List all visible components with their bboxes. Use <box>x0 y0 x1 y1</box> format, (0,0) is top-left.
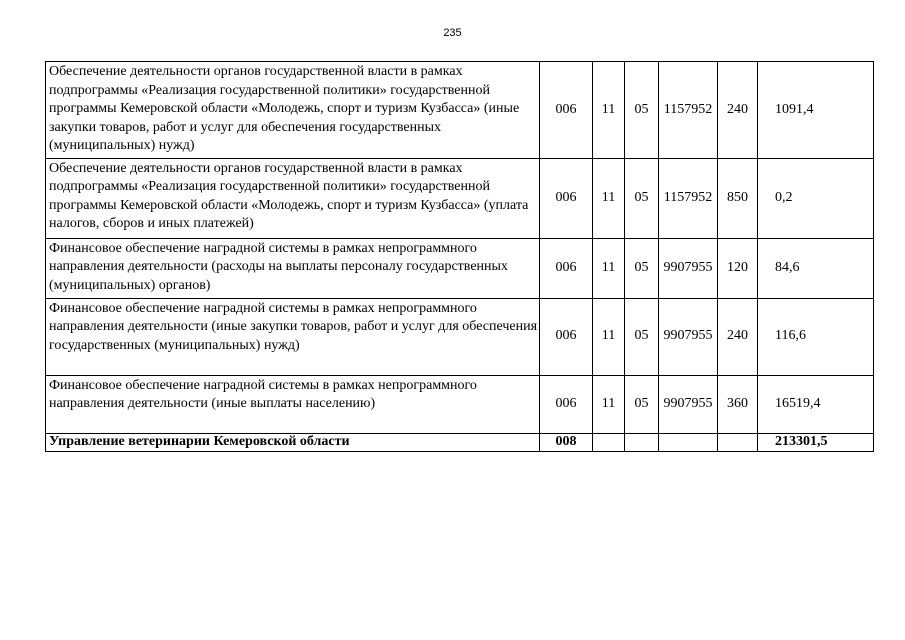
expense-type-code: 360 <box>718 375 758 433</box>
section-code: 11 <box>593 298 625 375</box>
amount-value: 0,2 <box>758 158 874 238</box>
subsection-code: 05 <box>625 238 659 298</box>
section-code: 11 <box>593 375 625 433</box>
section-code: 11 <box>593 238 625 298</box>
total-row <box>46 433 874 451</box>
ministry-code: 006 <box>540 238 593 298</box>
subsection-code: 05 <box>625 298 659 375</box>
row-description: Финансовое обеспечение наградной системы в рамках непрограммного направления деятельности (расходы на выплаты персоналу государственных (муниципальных) органов) <box>46 238 540 298</box>
amount-value: 84,6 <box>758 238 874 298</box>
ministry-code: 006 <box>540 375 593 433</box>
ministry-code: 006 <box>540 158 593 238</box>
target-item-code: 1157952 <box>659 62 718 159</box>
table-row <box>46 62 874 159</box>
target-item-code: 9907955 <box>659 298 718 375</box>
ministry-code: 006 <box>540 298 593 375</box>
expense-type-code: 850 <box>718 158 758 238</box>
amount-value: 1091,4 <box>758 62 874 159</box>
row-description: Обеспечение деятельности органов государственной власти в рамках подпрограммы «Реализация государственной политики» государственной программы Кемеровской области «Молодежь, спорт и туризм Кузбасса» (иные закупки товаров, работ и услуг для обеспечения государственных (муниципальных) нужд) <box>46 62 540 159</box>
target-item-code: 9907955 <box>659 375 718 433</box>
expense-type-code: 240 <box>718 298 758 375</box>
table-row <box>46 238 874 298</box>
total-target-item-code <box>659 433 718 451</box>
section-code: 11 <box>593 62 625 159</box>
table-row <box>46 375 874 433</box>
total-description: Управление ветеринарии Кемеровской области <box>46 433 540 451</box>
total-section-code <box>593 433 625 451</box>
target-item-code: 9907955 <box>659 238 718 298</box>
row-description: Финансовое обеспечение наградной системы в рамках непрограммного направления деятельности (иные закупки товаров, работ и услуг для обеспечения государственных (муниципальных) нужд) <box>46 298 540 375</box>
section-code: 11 <box>593 158 625 238</box>
row-description: Финансовое обеспечение наградной системы в рамках непрограммного направления деятельности (иные выплаты населению) <box>46 375 540 433</box>
table-row <box>46 158 874 238</box>
total-ministry-code: 008 <box>540 433 593 451</box>
page-number: 235 <box>443 27 462 39</box>
total-amount-value: 213301,5 <box>758 433 874 451</box>
expense-type-code: 240 <box>718 62 758 159</box>
amount-value: 116,6 <box>758 298 874 375</box>
amount-value: 16519,4 <box>758 375 874 433</box>
table-row <box>46 298 874 375</box>
ministry-code: 006 <box>540 62 593 159</box>
row-description: Обеспечение деятельности органов государственной власти в рамках подпрограммы «Реализация государственной политики» государственной программы Кемеровской области «Молодежь, спорт и туризм Кузбасса» (уплата налогов, сборов и иных платежей) <box>46 158 540 238</box>
subsection-code: 05 <box>625 375 659 433</box>
total-expense-type-code <box>718 433 758 451</box>
total-subsection-code <box>625 433 659 451</box>
expense-type-code: 120 <box>718 238 758 298</box>
subsection-code: 05 <box>625 62 659 159</box>
subsection-code: 05 <box>625 158 659 238</box>
budget-table <box>45 61 874 452</box>
target-item-code: 1157952 <box>659 158 718 238</box>
